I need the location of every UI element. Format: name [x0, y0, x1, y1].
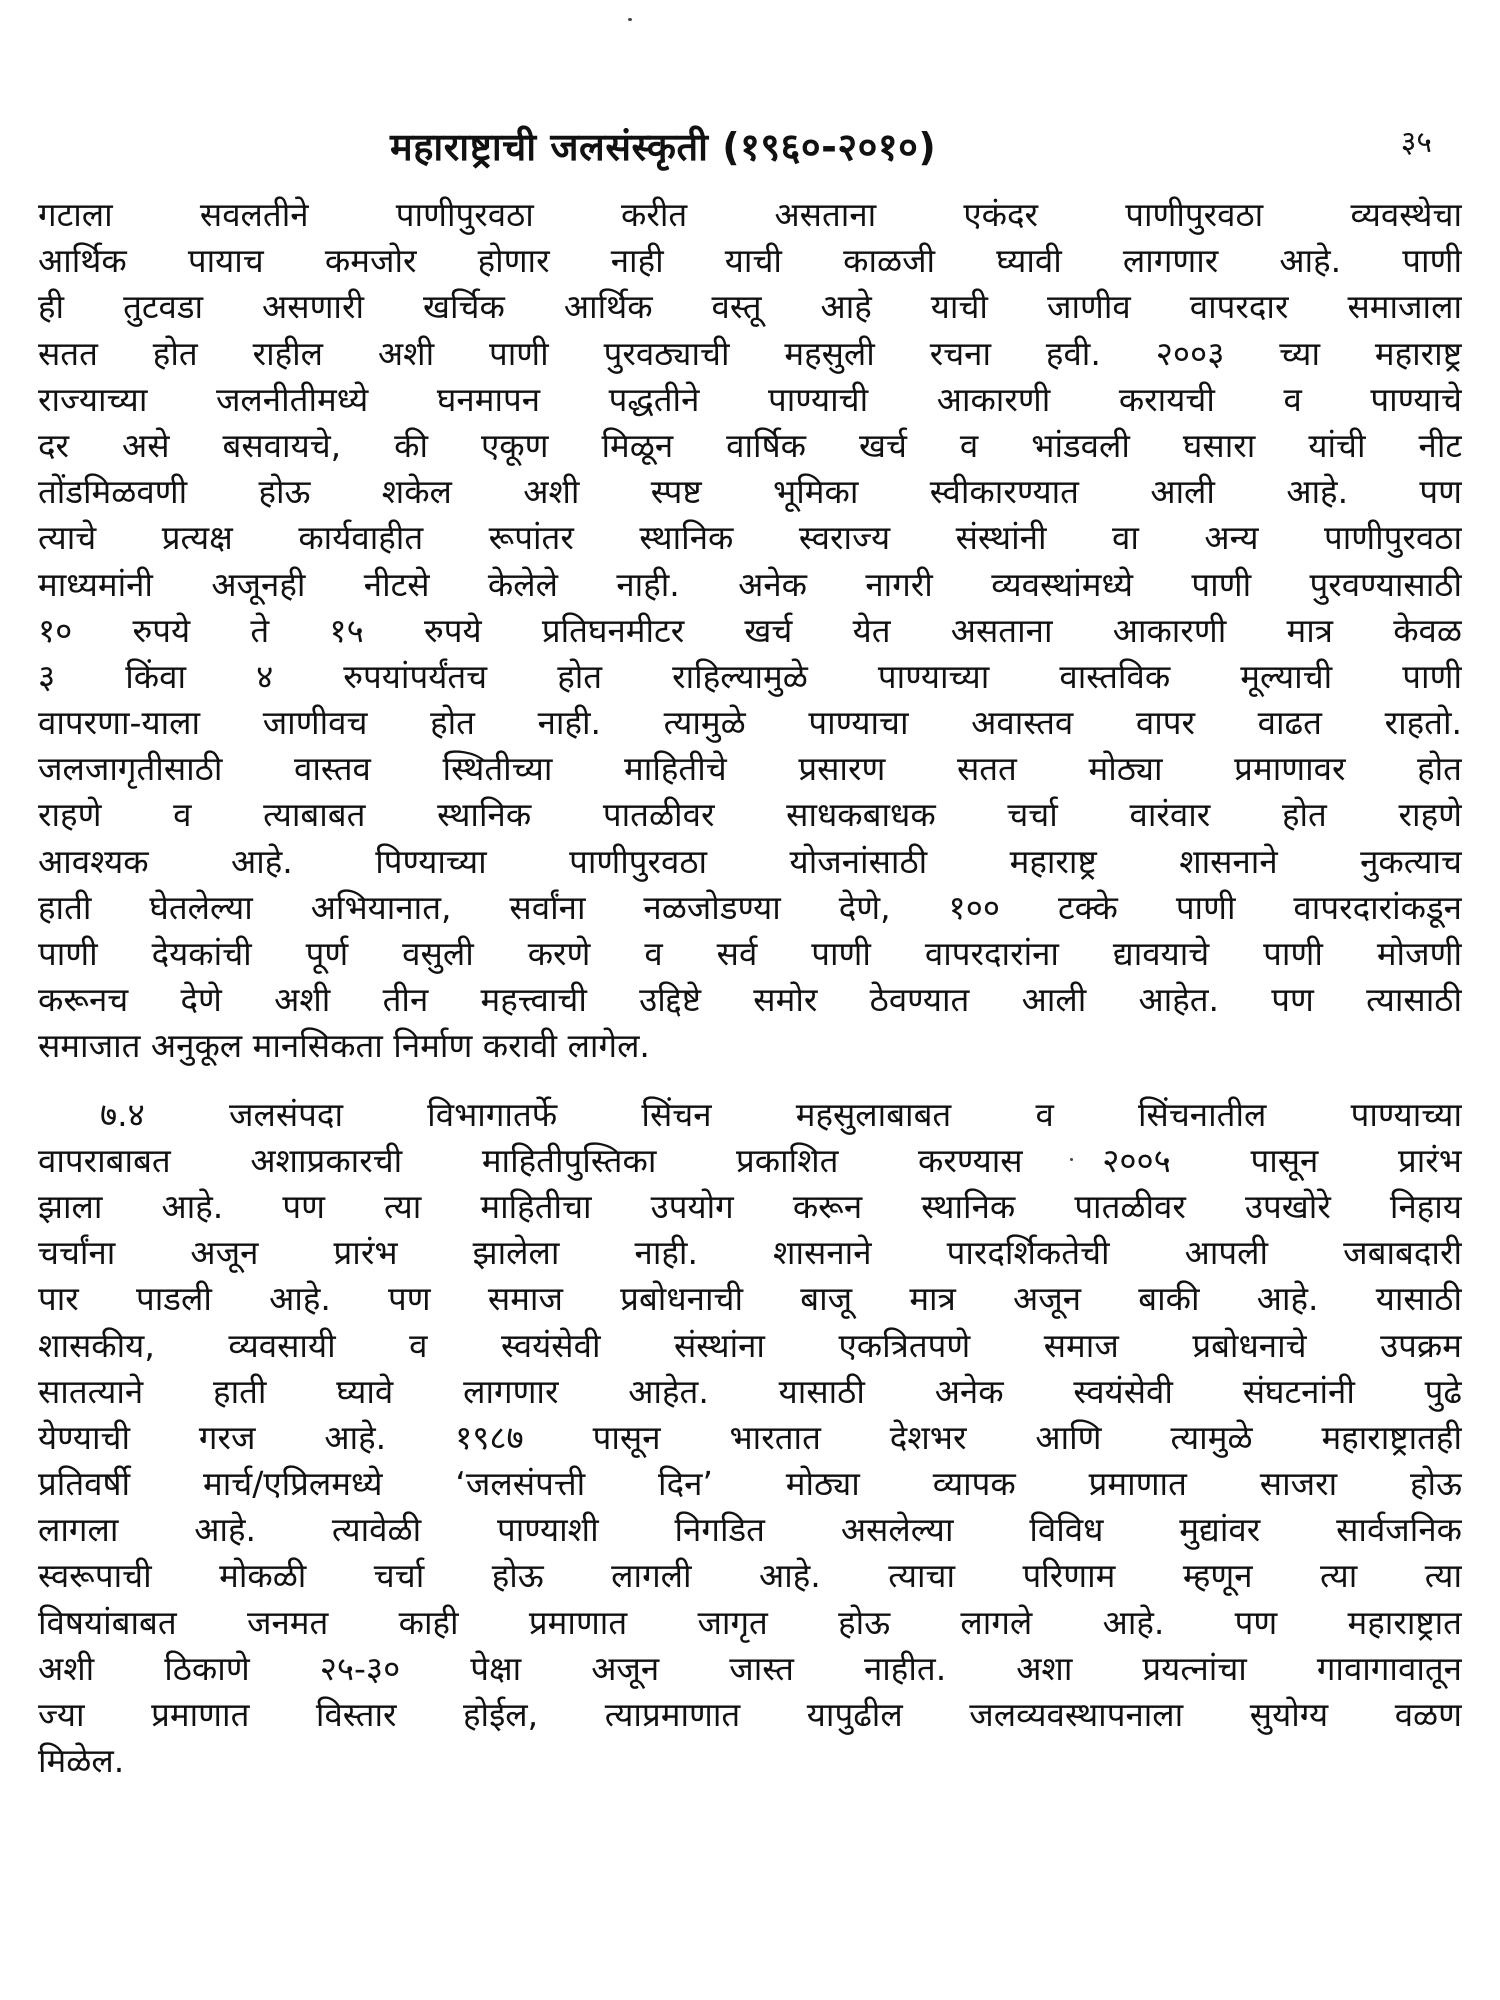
text-line: मिळेल.: [38, 1741, 125, 1781]
text-line: करूनच देणे अशी तीन महत्त्वाची उद्दिष्टे समोर ठेवण्यात आली आहेत. पण त्यासाठी: [38, 980, 1462, 1020]
text-line: आर्थिक पायाच कमजोर होणार नाही याची काळजी घ्यावी लागणार आहे. पाणी: [38, 241, 1462, 281]
scan-speck: [628, 18, 632, 21]
text-line: त्याचे प्रत्यक्ष कार्यवाहीत रूपांतर स्थानिक स्वराज्य संस्थांनी वा अन्य पाणीपुरवठा: [38, 518, 1462, 558]
body-text: [38, 192, 1462, 1784]
text-line: चर्चांना अजून प्रारंभ झालेला नाही. शासनाने पारदर्शिकतेची आपली जबाबदारी: [38, 1233, 1462, 1273]
text-line: प्रतिवर्षी मार्च/एप्रिलमध्ये ‘जलसंपत्ती दिन’ मोठ्या व्यापक प्रमाणात साजरा होऊ: [38, 1464, 1462, 1504]
text-line: तोंडमिळवणी होऊ शकेल अशी स्पष्ट भूमिका स्वीकारण्यात आली आहे. पण: [38, 472, 1462, 512]
text-line: राहणे व त्याबाबत स्थानिक पातळीवर साधकबाधक चर्चा वारंवार होत राहणे: [38, 795, 1462, 835]
page-header: [0, 112, 1500, 172]
running-title: महाराष्ट्राची जलसंस्कृती (१९६०-२०१०): [390, 125, 937, 169]
text-line: ३ किंवा ४ रुपयांपर्यंतच होत राहिल्यामुळे पाण्याच्या वास्तविक मूल्याची पाणी: [38, 656, 1462, 696]
text-line: सातत्याने हाती घ्यावे लागणार आहेत. यासाठी अनेक स्वयंसेवी संघटनांनी पुढे: [38, 1371, 1462, 1411]
text-line: समाजात अनुकूल मानसिकता निर्माण करावी लागेल.: [38, 1026, 650, 1066]
text-line: वापरणा-याला जाणीवच होत नाही. त्यामुळे पाण्याचा अवास्तव वापर वाढत राहतो.: [38, 703, 1462, 743]
text-line: पार पाडली आहे. पण समाज प्रबोधनाची बाजू मात्र अजून बाकी आहे. यासाठी: [38, 1279, 1462, 1319]
text-line: अशी ठिकाणे २५-३० पेक्षा अजून जास्त नाहीत. अशा प्रयत्नांचा गावागावातून: [38, 1648, 1462, 1688]
text-line: झाला आहे. पण त्या माहितीचा उपयोग करून स्थानिक पातळीवर उपखोरे निहाय: [38, 1186, 1462, 1226]
text-line: १० रुपये ते १५ रुपये प्रतिघनमीटर खर्च येत असताना आकारणी मात्र केवळ: [38, 610, 1462, 650]
text-line: लागला आहे. त्यावेळी पाण्याशी निगडित असलेल्या विविध मुद्यांवर सार्वजनिक: [38, 1510, 1462, 1550]
text-line: ज्या प्रमाणात विस्तार होईल, त्याप्रमाणात यापुढील जलव्यवस्थापनाला सुयोग्य वळण: [38, 1695, 1462, 1734]
text-line: ही तुटवडा असणारी खर्चिक आर्थिक वस्तू आहे याची जाणीव वापरदार समाजाला: [38, 287, 1462, 327]
text-line: गटाला सवलतीने पाणीपुरवठा करीत असताना एकंदर पाणीपुरवठा व्यवस्थेचा: [38, 195, 1462, 234]
text-line: आवश्यक आहे. पिण्याच्या पाणीपुरवठा योजनांसाठी महाराष्ट्र शासनाने नुकत्याच: [38, 841, 1462, 881]
paragraph: [38, 1092, 1462, 1785]
text-line: हाती घेतलेल्या अभियानात, सर्वांना नळजोडण्या देणे, १०० टक्के पाणी वापरदारांकडून: [38, 887, 1462, 927]
paragraph: [38, 192, 1462, 1070]
text-line: विषयांबाबत जनमत काही प्रमाणात जागृत होऊ लागले आहे. पण महाराष्ट्रात: [38, 1602, 1462, 1642]
text-line: वापराबाबत अशाप्रकारची माहितीपुस्तिका प्रकाशित करण्यास २००५ पासून प्रारंभ: [38, 1140, 1462, 1180]
text-line: पाणी देयकांची पूर्ण वसुली करणे व सर्व पाणी वापरदारांना द्यावयाचे पाणी मोजणी: [38, 934, 1462, 973]
text-line: माध्यमांनी अजूनही नीटसे केलेले नाही. अनेक नागरी व्यवस्थांमध्ये पाणी पुरवण्यासाठी: [38, 564, 1462, 604]
text-line: राज्याच्या जलनीतीमध्ये घनमापन पद्धतीने पाण्याची आकारणी करायची व पाण्याचे: [38, 379, 1462, 419]
text-line: स्वरूपाची मोकळी चर्चा होऊ लागली आहे. त्याचा परिणाम म्हणून त्या त्या: [38, 1556, 1462, 1596]
text-line: शासकीय, व्यवसायी व स्वयंसेवी संस्थांना एकत्रितपणे समाज प्रबोधनाचे उपक्रम: [38, 1325, 1462, 1365]
text-line: सतत होत राहील अशी पाणी पुरवठ्याची महसुली रचना हवी. २००३ च्या महाराष्ट्र: [38, 333, 1462, 373]
text-line: येण्याची गरज आहे. १९८७ पासून भारतात देशभर आणि त्यामुळे महाराष्ट्रातही: [38, 1417, 1462, 1457]
text-line: दर असे बसवायचे, की एकूण मिळून वार्षिक खर्च व भांडवली घसारा यांची नीट: [38, 425, 1462, 465]
page-number: ३५: [1400, 125, 1432, 160]
text-line: जलजागृतीसाठी वास्तव स्थितीच्या माहितीचे प्रसारण सतत मोठ्या प्रमाणावर होत: [38, 749, 1462, 789]
text-line: ७.४ जलसंपदा विभागातर्फे सिंचन महसुलाबाबत व सिंचनातील पाण्याच्या: [100, 1094, 1462, 1134]
